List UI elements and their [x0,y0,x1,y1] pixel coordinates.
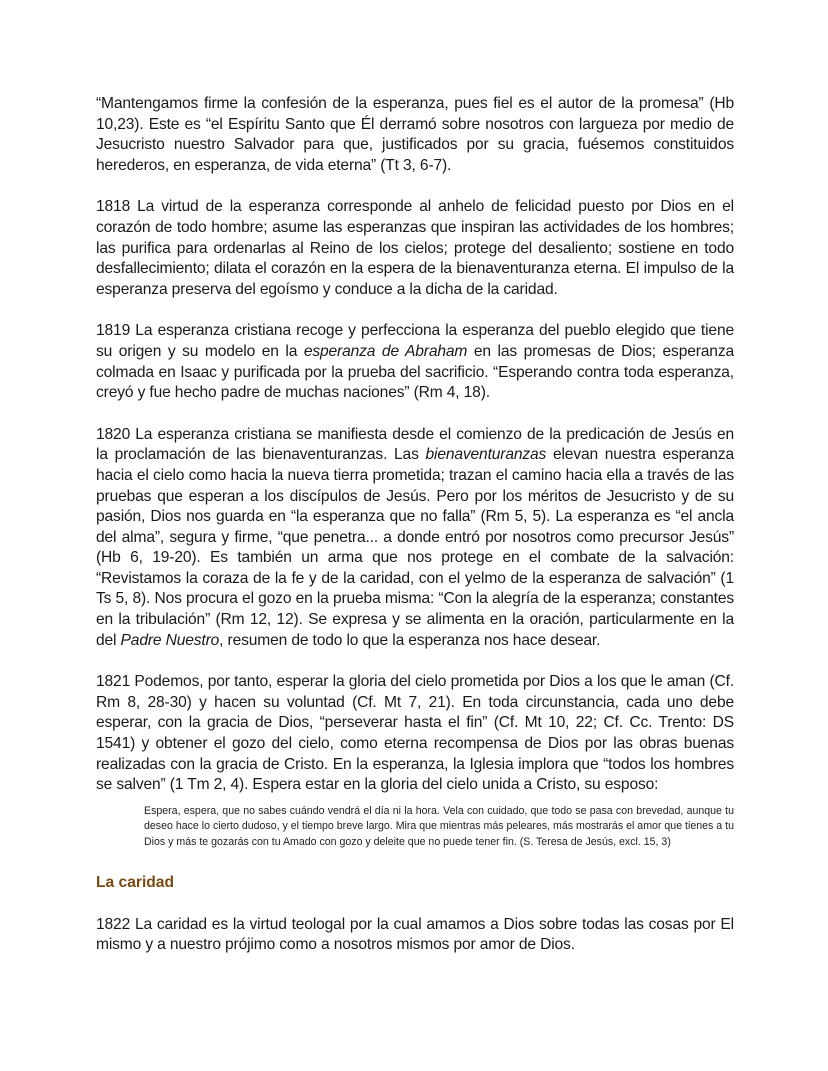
paragraph-1820-text-b: elevan nuestra esperanza hacia el cielo como hacia la nueva tierra prometida; trazan el camino hacia ella a través de las pruebas que esperan a los discípulos de Jesús. Pero por los méritos de Jesucristo y de su pasión, Dios nos guarda en “la esperanza que no falla” (Rm 5, 5). La esperanza es “el ancla del alma”, segura y firme, “que penetra... a donde entró por nosotros como precursor Jesús” (Hb 6, 19-20). Es también un arma que nos protege en el combate de la salvación: “Revistamos la coraza de la fe y de la caridad, con el yelmo de la esperanza de salvación” (1 Ts 5, 8). Nos procura el gozo en la prueba misma: “Con la alegría de la esperanza; constantes en la tribulación” (Rm 12, 12). Se expresa y se alimenta en la oración, particularmente en la del [96,446,734,649]
document-page [96,94,734,977]
paragraph-1820-text-a: 1820 La esperanza cristiana se manifiesta desde el comienzo de la predicación de Jesús en la proclamación de las bienaventuranzas. Las [96,425,734,464]
paragraph-1819-italic-a: esperanza de Abraham [303,342,468,360]
section-heading-caridad: La caridad [96,873,174,891]
paragraph-1819-text-a: 1819 La esperanza cristiana recoge y perfecciona la esperanza del pueblo elegido que tiene su origen y su modelo en la [96,322,734,360]
paragraph-1822: 1822 La caridad es la virtud teologal por la cual amamos a Dios sobre todas las cosas por El mismo y a nuestro prójimo como a nosotros mismos por amor de Dios. [96,915,734,954]
paragraph-1819 [96,321,734,403]
paragraph-1820 [96,425,734,652]
paragraph-intro: “Mantengamos firme la confesión de la esperanza, pues fiel es el autor de la promesa” (Hb 10,23). Este es “el Espíritu Santo que Él derramó sobre nosotros con largueza por medio de Jesucristo nuestro Salvador para que, justificados por su gracia, fuésemos constituidos herederos, en esperanza, de vida eterna” (Tt 3, 6-7). [96,95,734,174]
paragraph-1820-text-c: , resumen de todo lo que la esperanza nos hace desear. [219,631,601,649]
paragraph-1820-italic-a: bienaventuranzas [425,446,547,464]
paragraph-1819-text-b: en las promesas de Dios; esperanza colmada en Isaac y purificada por la prueba del sacrificio. “Esperando contra toda esperanza, creyó y fue hecho padre de muchas naciones” (Rm 4, 18). [96,342,734,402]
paragraph-1821: 1821 Podemos, por tanto, esperar la gloria del cielo prometida por Dios a los que le aman (Cf. Rm 8, 28-30) y hacen su voluntad (Cf. Mt 7, 21). En toda circunstancia, cada uno debe esperar, con la gracia de Dios, “perseverar hasta el fin” (Cf. Mt 10, 22; Cf. Cc. Trento: DS 1541) y obtener el gozo del cielo, como eterna recompensa de Dios por las obras buenas realizadas con la gracia de Cristo. En la esperanza, la Iglesia implora que “todos los hombres se salven” (1 Tm 2, 4). Espera estar en la gloria del cielo unida a Cristo, su esposo: [96,673,734,794]
paragraph-1818: 1818 La virtud de la esperanza corresponde al anhelo de felicidad puesto por Dios en el corazón de todo hombre; asume las esperanzas que inspiran las actividades de los hombres; las purifica para ordenarlas al Reino de los cielos; protege del desaliento; sostiene en todo desfallecimiento; dilata el corazón en la espera de la bienaventuranza eterna. El impulso de la esperanza preserva del egoísmo y conduce a la dicha de la caridad. [96,198,734,298]
block-quote-teresa: Espera, espera, que no sabes cuándo vendrá el día ni la hora. Vela con cuidado, que todo se pasa con brevedad, aunque tu deseo hace lo cierto dudoso, y el tiempo breve largo. Mira que mientras más peleares, más mostrarás el amor que tienes a tu Dios y más te gozarás con tu Amado con gozo y deleite que no puede tener fin. (S. Teresa de Jesús, excl. 15, 3) [144,804,734,848]
paragraph-1820-italic-b: Padre Nuestro [120,631,220,649]
